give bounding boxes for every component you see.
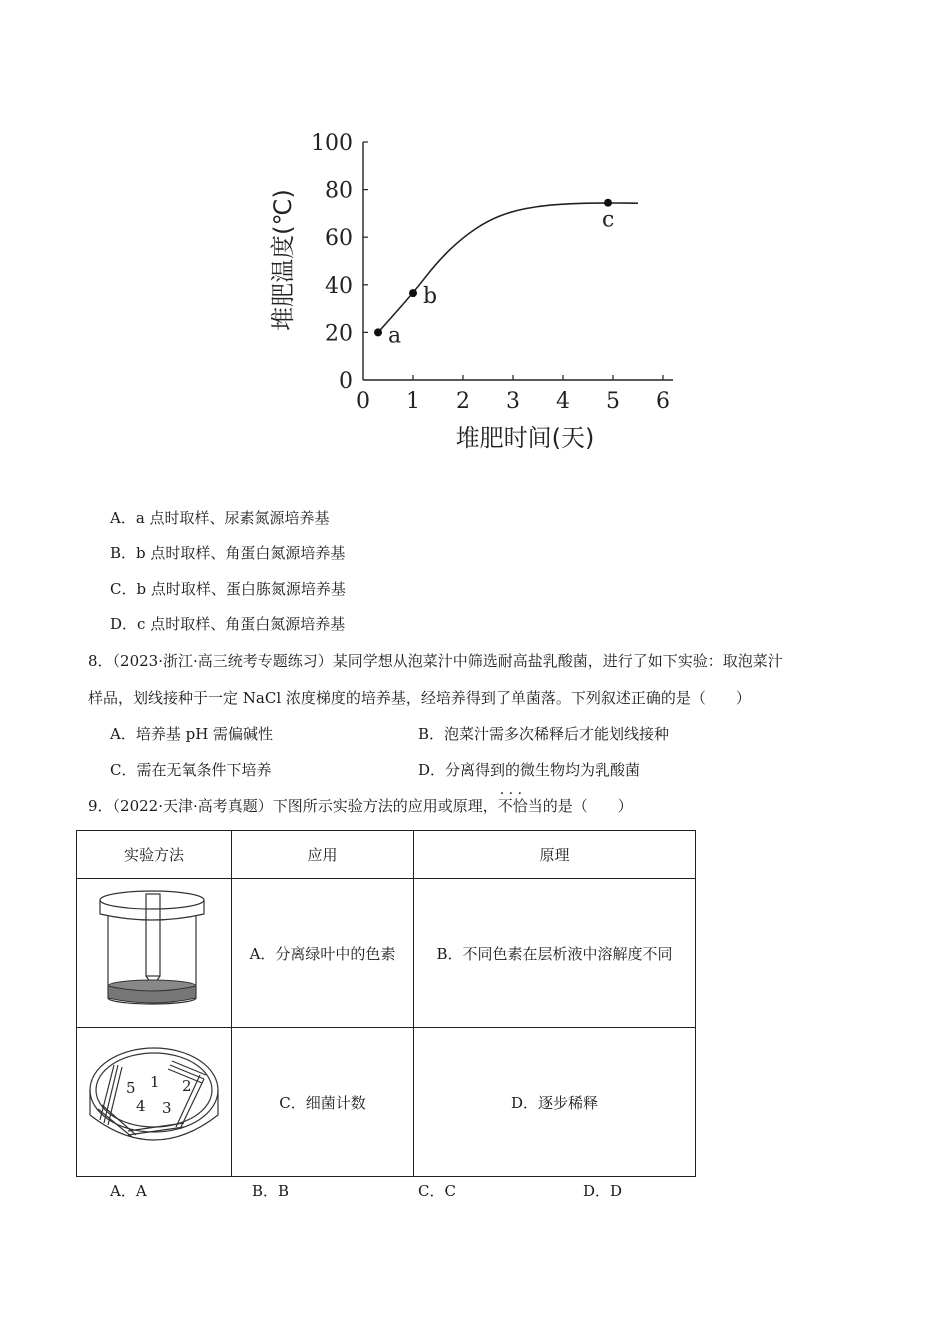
y-tick-label: 0: [339, 369, 353, 394]
q9-option-d: D．D: [583, 1182, 623, 1200]
experiment-table: [76, 830, 696, 1177]
dish-number-5: 5: [126, 1079, 136, 1097]
q7-option-d: D．c 点时取样、角蛋白氮源培养基: [110, 615, 346, 633]
chart-ticks: [311, 131, 670, 414]
q8-option-d: D．分离得到的微生物均为乳酸菌: [418, 761, 641, 779]
q7-option-b: B．b 点时取样、角蛋白氮源培养基: [110, 544, 346, 562]
beaker-icon: [94, 886, 214, 1016]
q8-stem-line2: 样品，划线接种于一定 NaCl 浓度梯度的培养基，经培养得到了单菌落。下列叙述正确的是（ ）: [88, 689, 751, 707]
dish-number-3: 3: [162, 1099, 172, 1117]
table-header-row: [77, 831, 696, 879]
q8-option-a: A．培养基 pH 需偏碱性: [110, 725, 274, 743]
principle-cell-2: D．逐步稀释: [414, 1028, 696, 1177]
header-method: 实验方法: [77, 831, 232, 879]
x-tick-label: 3: [506, 389, 520, 414]
point-label-a: a: [388, 323, 402, 349]
header-principle: 原理: [414, 831, 696, 879]
point-label-c: c: [602, 207, 615, 233]
y-tick-label: 100: [311, 131, 353, 156]
q8-stem-line1: 8．（2023·浙江·高三统考专题练习）某同学想从泡菜汁中筛选耐高盐乳酸菌，进行了如下实验：取泡菜汁: [88, 652, 783, 670]
q8-option-b: B．泡菜汁需多次稀释后才能划线接种: [418, 725, 670, 743]
q9-stem-part2: 的是（ ）: [542, 797, 633, 815]
y-axis-label: 堆肥温度(℃): [269, 189, 297, 331]
application-cell-1: A．分离绿叶中的色素: [232, 879, 414, 1028]
chromatography-beaker-illustration: [77, 879, 232, 1028]
x-tick-label: 6: [656, 389, 670, 414]
x-tick-label: 4: [556, 389, 570, 414]
q9-stem: [88, 796, 633, 816]
x-tick-label: 2: [456, 389, 470, 414]
q9-stem-emphasis: · · · 不恰当: [498, 796, 543, 816]
x-tick-label: 1: [406, 389, 420, 414]
q7-option-c: C．b 点时取样、蛋白胨氮源培养基: [110, 580, 346, 598]
x-axis-label: 堆肥时间(天): [455, 424, 595, 452]
q9-option-b: B．B: [252, 1182, 290, 1200]
temperature-curve: [378, 203, 638, 332]
q8-option-c: C．需在无氧条件下培养: [110, 761, 272, 779]
principle-cell-1: B．不同色素在层析液中溶解度不同: [414, 879, 696, 1028]
temperature-chart: [255, 120, 695, 460]
y-tick-label: 40: [325, 273, 353, 299]
chart-points: [374, 199, 614, 349]
petri-dish-icon: [84, 1035, 224, 1165]
header-application: 应用: [232, 831, 414, 879]
application-cell-2: C．细菌计数: [232, 1028, 414, 1177]
y-tick-label: 60: [325, 226, 353, 252]
point-a: [374, 328, 382, 336]
point-c: [604, 199, 612, 207]
dish-number-4: 4: [136, 1097, 146, 1115]
table-row: [77, 879, 696, 1028]
q9-stem-part1: 9．（2022·天津·高考真题）下图所示实验方法的应用或原理，: [88, 797, 498, 815]
x-tick-label: 5: [606, 389, 620, 414]
dish-number-2: 2: [182, 1077, 192, 1095]
table-row: [77, 1028, 696, 1177]
q9-option-a: A．A: [110, 1182, 147, 1200]
chart-series: [378, 203, 638, 332]
dish-number-1: 1: [150, 1073, 160, 1091]
chart-axes: [363, 142, 673, 380]
x-tick-label: 0: [356, 389, 370, 414]
point-b: [409, 289, 417, 297]
y-tick-label: 20: [325, 321, 353, 347]
q9-option-c: C．C: [418, 1182, 456, 1200]
y-tick-label: 80: [325, 178, 353, 204]
streak-plate-illustration: [77, 1028, 232, 1177]
q7-option-a: A．a 点时取样、尿素氮源培养基: [110, 509, 330, 527]
point-label-b: b: [423, 284, 438, 310]
